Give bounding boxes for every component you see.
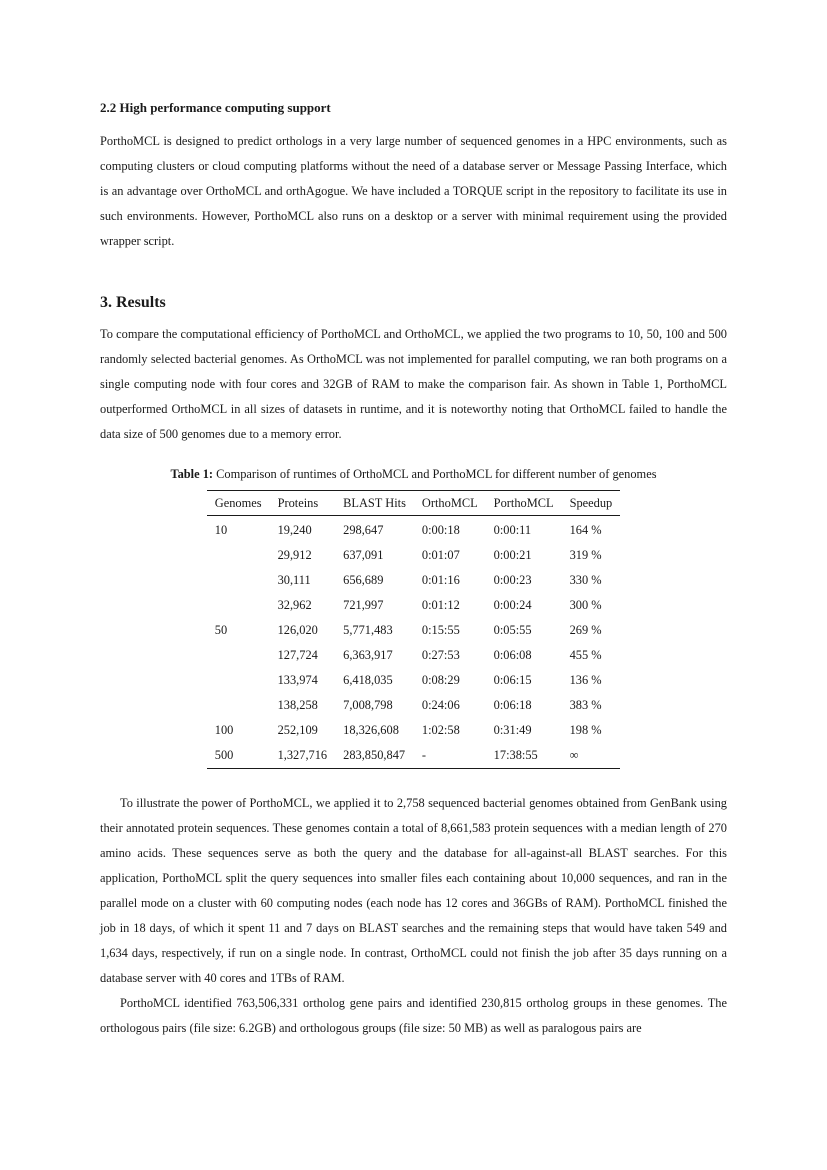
table-cell: 29,912 (277, 548, 312, 562)
table-cell: 136 % (569, 673, 602, 687)
table-row (207, 718, 621, 743)
table-cell (207, 643, 270, 668)
table-cell: 252,109 (277, 723, 318, 737)
table-cell: 0:27:53 (421, 648, 460, 662)
subsection-paragraph: PorthoMCL is designed to predict orthologs in a very large number of sequenced genomes in a HPC environments, such as computing clusters or cloud computing platforms without the need of a database server or Message Passing Interface, which is an advantage over OrthoMCL and orthAgogue. We have included a TORQUE script in the repository to facilitate its use in such environments. However, PorthoMCL also runs on a desktop or a server with minimal requirement using the provided wrapper script. (100, 134, 727, 248)
table-cell (207, 693, 270, 718)
column-header: OrthoMCL (414, 491, 486, 516)
table-cell: 283,850,847 (343, 748, 406, 762)
results-intro-paragraph: To compare the computational efficiency of PorthoMCL and OrthoMCL, we applied the two programs to 10, 50, 100 and 500 randomly selected bacterial genomes. As OrthoMCL was not implemented for parallel computing, we ran both programs on a single computing node with four cores and 32GB of RAM to make the comparison fair. As shown in Table 1, PorthoMCL outperformed OrthoMCL in all sizes of datasets in runtime, and it is noteworthy noting that OrthoMCL failed to handle the data size of 500 genomes due to a memory error. (100, 327, 727, 441)
table-cell: 637,091 (343, 548, 384, 562)
subsection-heading: 2.2 High performance computing support (100, 100, 331, 115)
table-cell: 721,997 (343, 598, 384, 612)
table-cell: 0:01:07 (421, 548, 460, 562)
table-cell: 6,363,917 (343, 648, 393, 662)
column-header: Genomes (207, 491, 270, 516)
table-cell: 50 (214, 623, 228, 637)
table-cell: 383 % (569, 698, 602, 712)
table-cell: 133,974 (277, 673, 318, 687)
table-cell (207, 668, 270, 693)
table-row (207, 743, 621, 769)
table-cell: 300 % (569, 598, 602, 612)
table-row (207, 516, 621, 544)
table-cell: 126,020 (277, 623, 318, 637)
column-header: Proteins (270, 491, 336, 516)
table-cell: 138,258 (277, 698, 318, 712)
table-cell: 6,418,035 (343, 673, 393, 687)
table-caption (100, 464, 727, 484)
table-cell: 18,326,608 (343, 723, 399, 737)
table-cell: ∞ (569, 748, 579, 762)
table-cell: 0:15:55 (421, 623, 460, 637)
table-cell (207, 543, 270, 568)
table-cell: 319 % (569, 548, 602, 562)
table-cell: 17:38:55 (493, 748, 538, 762)
table-cell (207, 593, 270, 618)
table-cell: 0:05:55 (493, 623, 532, 637)
table-cell: 127,724 (277, 648, 318, 662)
body-paragraph-1: To illustrate the power of PorthoMCL, we applied it to 2,758 sequenced bacterial genomes obtained from GenBank using their annotated protein sequences. These genomes contain a total of 8,661,583 protein sequences with a median length of 270 amino acids. These sequences serve as both the query and the database for all-against-all BLAST searches. For this application, PorthoMCL split the query sequences into smaller files each containing about 10,000 sequences, and ran in the parallel mode on a cluster with 60 computing nodes (each node has 12 cores and 36GBs of RAM). PorthoMCL finished the job in 18 days, of which it spent 11 and 7 days on BLAST searches and the remaining steps that would have taken 549 and 1,634 days, respectively, if run on a single node. In contrast, OrthoMCL could not finish the job after 35 days running on a database server with 40 cores and 1TBs of RAM. (100, 796, 727, 985)
table-cell: 0:01:12 (421, 598, 460, 612)
results-heading: 3. Results (100, 294, 166, 311)
table-row (207, 593, 621, 618)
table-caption-label: Table 1: (170, 467, 214, 481)
table-cell: 269 % (569, 623, 602, 637)
table-cell: 0:01:16 (421, 573, 460, 587)
table-cell: 0:00:24 (493, 598, 532, 612)
table-cell: 330 % (569, 573, 602, 587)
table-cell: 7,008,798 (343, 698, 393, 712)
table-cell: - (421, 748, 427, 762)
table-cell: 30,111 (277, 573, 311, 587)
table-row (207, 543, 621, 568)
runtime-comparison-table (207, 490, 621, 769)
table-cell: 0:00:18 (421, 523, 460, 537)
table-cell: 19,240 (277, 523, 312, 537)
body-paragraph-2: PorthoMCL identified 763,506,331 ortholog gene pairs and identified 230,815 ortholog groups in these genomes. The orthologous pairs (file size: 6.2GB) and orthologous groups (file size: 50 MB) as well as paralogous pairs are (100, 996, 727, 1035)
table-cell: 198 % (569, 723, 602, 737)
paper-page (100, 98, 727, 1041)
table-caption-text: Comparison of runtimes of OrthoMCL and PorthoMCL for different number of genomes (213, 467, 657, 481)
table-cell: 500 (214, 748, 234, 762)
table-cell: 0:00:21 (493, 548, 532, 562)
table-cell: 0:31:49 (493, 723, 532, 737)
table-row (207, 568, 621, 593)
table-cell: 0:00:23 (493, 573, 532, 587)
table-cell: 0:24:06 (421, 698, 460, 712)
column-header: Speedup (562, 491, 621, 516)
table-cell: 656,689 (343, 573, 384, 587)
table-cell: 0:06:08 (493, 648, 532, 662)
table-row (207, 618, 621, 643)
table-cell: 32,962 (277, 598, 312, 612)
table-cell: 1:02:58 (421, 723, 460, 737)
table-cell: 164 % (569, 523, 602, 537)
table-cell: 455 % (569, 648, 602, 662)
table-cell: 0:06:18 (493, 698, 532, 712)
table-cell: 298,647 (343, 523, 384, 537)
table-row (207, 643, 621, 668)
table-row (207, 693, 621, 718)
body-text (100, 791, 727, 1041)
table-cell: 0:08:29 (421, 673, 460, 687)
table-cell (207, 568, 270, 593)
table-cell: 10 (214, 523, 228, 537)
column-header: BLAST Hits (335, 491, 414, 516)
table-cell: 0:00:11 (493, 523, 532, 537)
table-header-row (207, 491, 621, 516)
table-body (207, 516, 621, 769)
table-cell: 0:06:15 (493, 673, 532, 687)
table-cell: 5,771,483 (343, 623, 393, 637)
column-header: PorthoMCL (486, 491, 562, 516)
table-cell: 100 (214, 723, 234, 737)
table-row (207, 668, 621, 693)
table-cell: 1,327,716 (277, 748, 328, 762)
